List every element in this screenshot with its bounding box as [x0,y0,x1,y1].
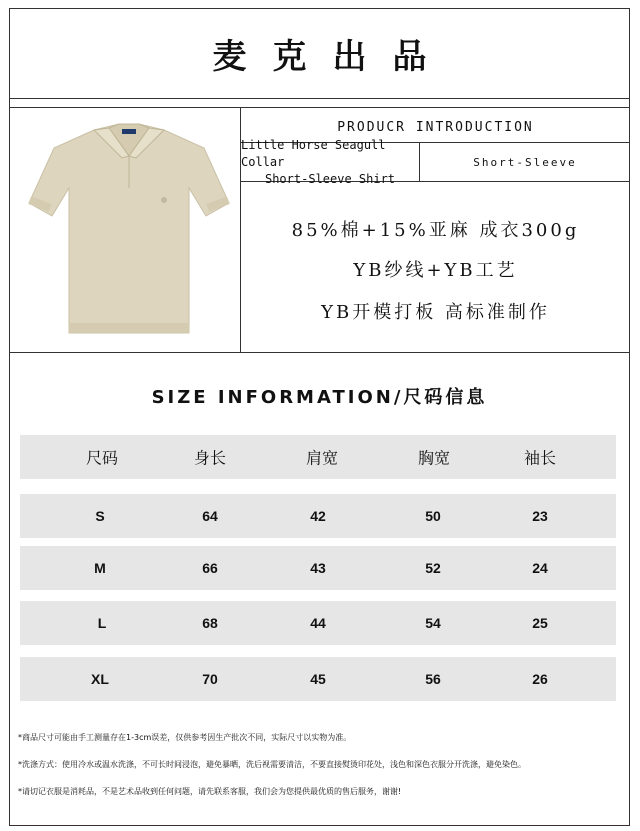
intro-title: PRODUCR INTRODUCTION [337,119,534,135]
size-cell: 56 [425,671,441,687]
spec-line: 85%棉+15%亚麻 成衣300g [291,220,580,241]
size-table-header [20,435,616,479]
product-image [24,118,234,343]
size-cell: 25 [532,615,548,631]
size-cell: XL [91,671,109,687]
size-cell: L [97,615,107,631]
note-measurement: *商品尺寸可能由手工测量存在1-3cm误差，仅供参考因生产批次不同，实际尺寸以实物为准。 [18,733,352,742]
size-cell: M [94,560,106,576]
header-cell: 身长 [193,448,227,468]
note-washing: *洗涤方式：使用冷水或温水洗涤，不可长时间浸泡，避免暴晒，洗后视需要清洁，不要直接熨烫印花处，浅色和深色衣服分开洗涤，避免染色。 [18,760,526,769]
size-cell: 43 [310,560,326,576]
size-cell: 24 [532,560,548,576]
product-name-line1: Little Horse Seagull Collar [241,137,386,169]
header-cell: 肩宽 [305,448,339,468]
size-cell: 44 [310,615,326,631]
size-table-row [20,657,616,701]
product-type: Short-Sleeve [473,155,577,169]
header-cell: 袖长 [523,448,557,468]
spec-line: YB开模打板 高标准制作 [321,302,550,323]
size-cell: 66 [202,560,218,576]
size-cell: 42 [310,508,326,524]
divider [9,107,630,108]
header-cell: 尺码 [85,448,119,468]
size-cell: 68 [202,615,218,631]
brand-title: 麦克出品 [212,36,453,77]
size-table-row [20,546,616,590]
size-table-row [20,601,616,645]
product-name-line2: Short-Sleeve Shirt [264,171,396,186]
size-cell: 52 [425,560,441,576]
size-cell: 45 [310,671,326,687]
product-name [241,137,419,186]
size-cell: 54 [425,615,441,631]
size-cell: 23 [532,508,548,524]
size-cell: 64 [202,508,218,524]
size-cell: 26 [532,671,548,687]
spec-line: YB纱线+YB工艺 [353,260,518,281]
size-cell: 70 [202,671,218,687]
size-title: SIZE INFORMATION/尺码信息 [151,387,488,408]
size-table-row [20,494,616,538]
divider [9,98,630,99]
divider [9,352,630,353]
size-cell: 50 [425,508,441,524]
size-cell: S [95,508,105,524]
header-cell: 胸宽 [417,448,451,468]
note-after-sales: *请切记衣服是消耗品，不是艺术品收到任何问题，请先联系客服，我们会为您提供最优质的售后服务，谢谢! [18,787,402,796]
